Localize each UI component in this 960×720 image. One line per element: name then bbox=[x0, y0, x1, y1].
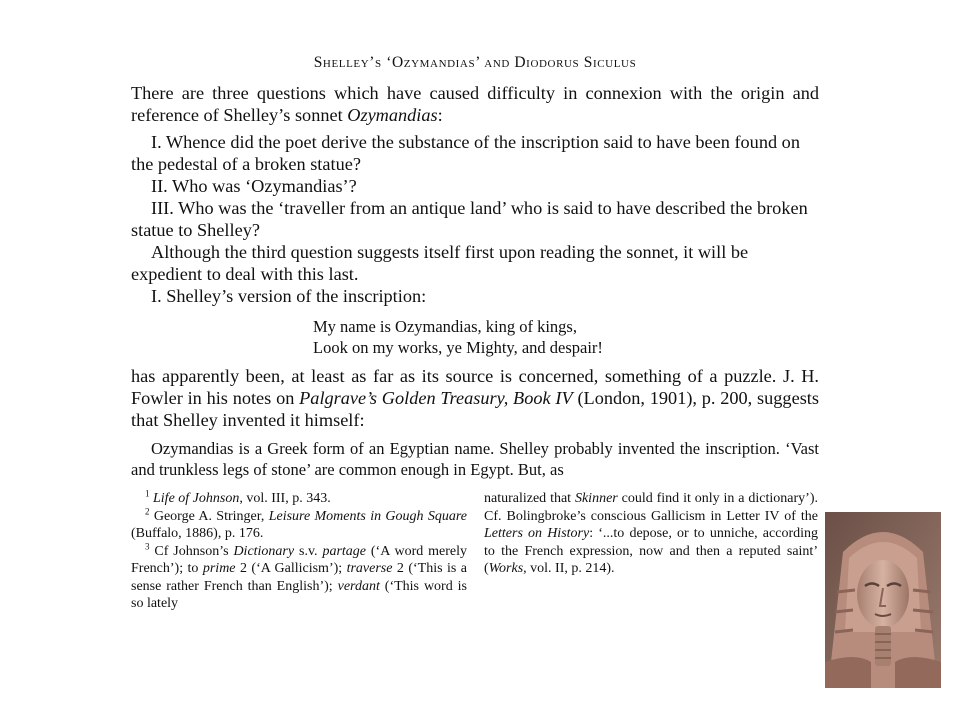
section-heading: I. Shelley’s version of the inscription: bbox=[151, 286, 427, 306]
footnote-italic: prime bbox=[202, 561, 236, 576]
question-1: I. Whence did the poet derive the substance of the inscription said to have been found on the pedestal of a broken statue? bbox=[131, 132, 800, 174]
footnote-text: , vol. II, p. 214). bbox=[523, 561, 615, 576]
verse-line: Look on my works, ye Mighty, and despair! bbox=[313, 338, 603, 357]
intro-paragraph bbox=[131, 82, 819, 126]
footnote-italic: Leisure Moments in Gough Square bbox=[268, 508, 468, 524]
footnote-1 bbox=[131, 490, 467, 508]
footnote-italic: traverse bbox=[346, 561, 393, 576]
footnote-italic: verdant bbox=[337, 578, 380, 594]
footnote-text: 2 (‘This is a sense rather French than English’); bbox=[131, 561, 467, 594]
paragraph-third-question: Although the third question suggests itself first upon reading the sonnet, it will be expedient to deal with this last. bbox=[131, 242, 749, 284]
footnote-text: (‘This word is so lately bbox=[131, 578, 467, 611]
para-text: (London, 1901), p. 200, suggests that Shelley invented it himself: bbox=[131, 388, 819, 430]
page-title: Shelley’s ‘Ozymandias’ and Diodorus Siculus bbox=[313, 54, 637, 71]
question-3: III. Who was the ‘traveller from an antique land’ who is said to have described the broken statue to Shelley? bbox=[131, 198, 808, 240]
verse-line: My name is Ozymandias, king of kings, bbox=[313, 317, 577, 336]
footnote-text: could find it only in a dictionary’). Cf. Bolingbroke’s conscious Gallicism in Letter IV of the bbox=[484, 491, 818, 524]
intro-italic: Ozymandias bbox=[347, 105, 438, 125]
footnote-italic: Dictionary bbox=[233, 543, 295, 559]
footnote-italic: partage bbox=[322, 543, 366, 559]
footnotes-right bbox=[484, 490, 818, 578]
pharaoh-statue-image bbox=[825, 512, 941, 688]
para-italic: Palgrave’s Golden Treasury, Book IV bbox=[299, 388, 573, 408]
footnotes-left bbox=[131, 490, 467, 613]
intro-text-end: : bbox=[437, 105, 443, 125]
footnote-italic: Life of Johnson bbox=[153, 491, 240, 506]
footnote-number: 2 bbox=[145, 505, 150, 516]
footnote-text: (‘A word merely French’); to bbox=[131, 543, 467, 576]
block-quote: Ozymandias is a Greek form of an Egyptian name. Shelley probably invented the inscription. ‘Vast and trunkless legs of stone’ are common enough in Egypt. But, as bbox=[131, 439, 819, 479]
footnote-text: : ‘...to depose, or to unniche, according to the French expression, now and then a reputed saint’ ( bbox=[484, 526, 818, 576]
footnote-text: s.v. bbox=[294, 543, 323, 559]
pharaoh-statue-photo bbox=[825, 512, 941, 688]
question-2: II. Who was ‘Ozymandias’? bbox=[151, 176, 357, 196]
footnote-text: naturalized that bbox=[484, 491, 575, 506]
footnote-3-continued bbox=[484, 490, 818, 578]
footnote-number: 1 bbox=[145, 488, 150, 499]
footnote-text: (Buffalo, 1886), p. 176. bbox=[131, 526, 264, 541]
footnote-italic: Skinner bbox=[574, 491, 618, 506]
footnote-number: 3 bbox=[145, 540, 150, 551]
footnote-italic: Letters on History bbox=[484, 526, 590, 541]
para-text: has apparently been, at least as far as its source is concerned, something of a puzzle. J. H. Fowler in his notes on bbox=[131, 366, 819, 408]
footnote-text: 2 (‘A Gallicism’); bbox=[235, 561, 347, 576]
intro-text: There are three questions which have caused difficulty in connexion with the origin and reference of Shelley’s sonnet bbox=[131, 83, 819, 125]
footnote-3 bbox=[131, 540, 467, 613]
footnote-text: , vol. III, p. 343. bbox=[239, 491, 331, 506]
footnote-2 bbox=[131, 505, 468, 543]
footnote-text: George A. Stringer, bbox=[153, 508, 269, 524]
footnote-text: Cf Johnson’s bbox=[154, 543, 234, 559]
paragraph-after-verse bbox=[131, 365, 819, 431]
footnote-italic: Works bbox=[488, 561, 524, 576]
verse-quote bbox=[313, 316, 603, 358]
